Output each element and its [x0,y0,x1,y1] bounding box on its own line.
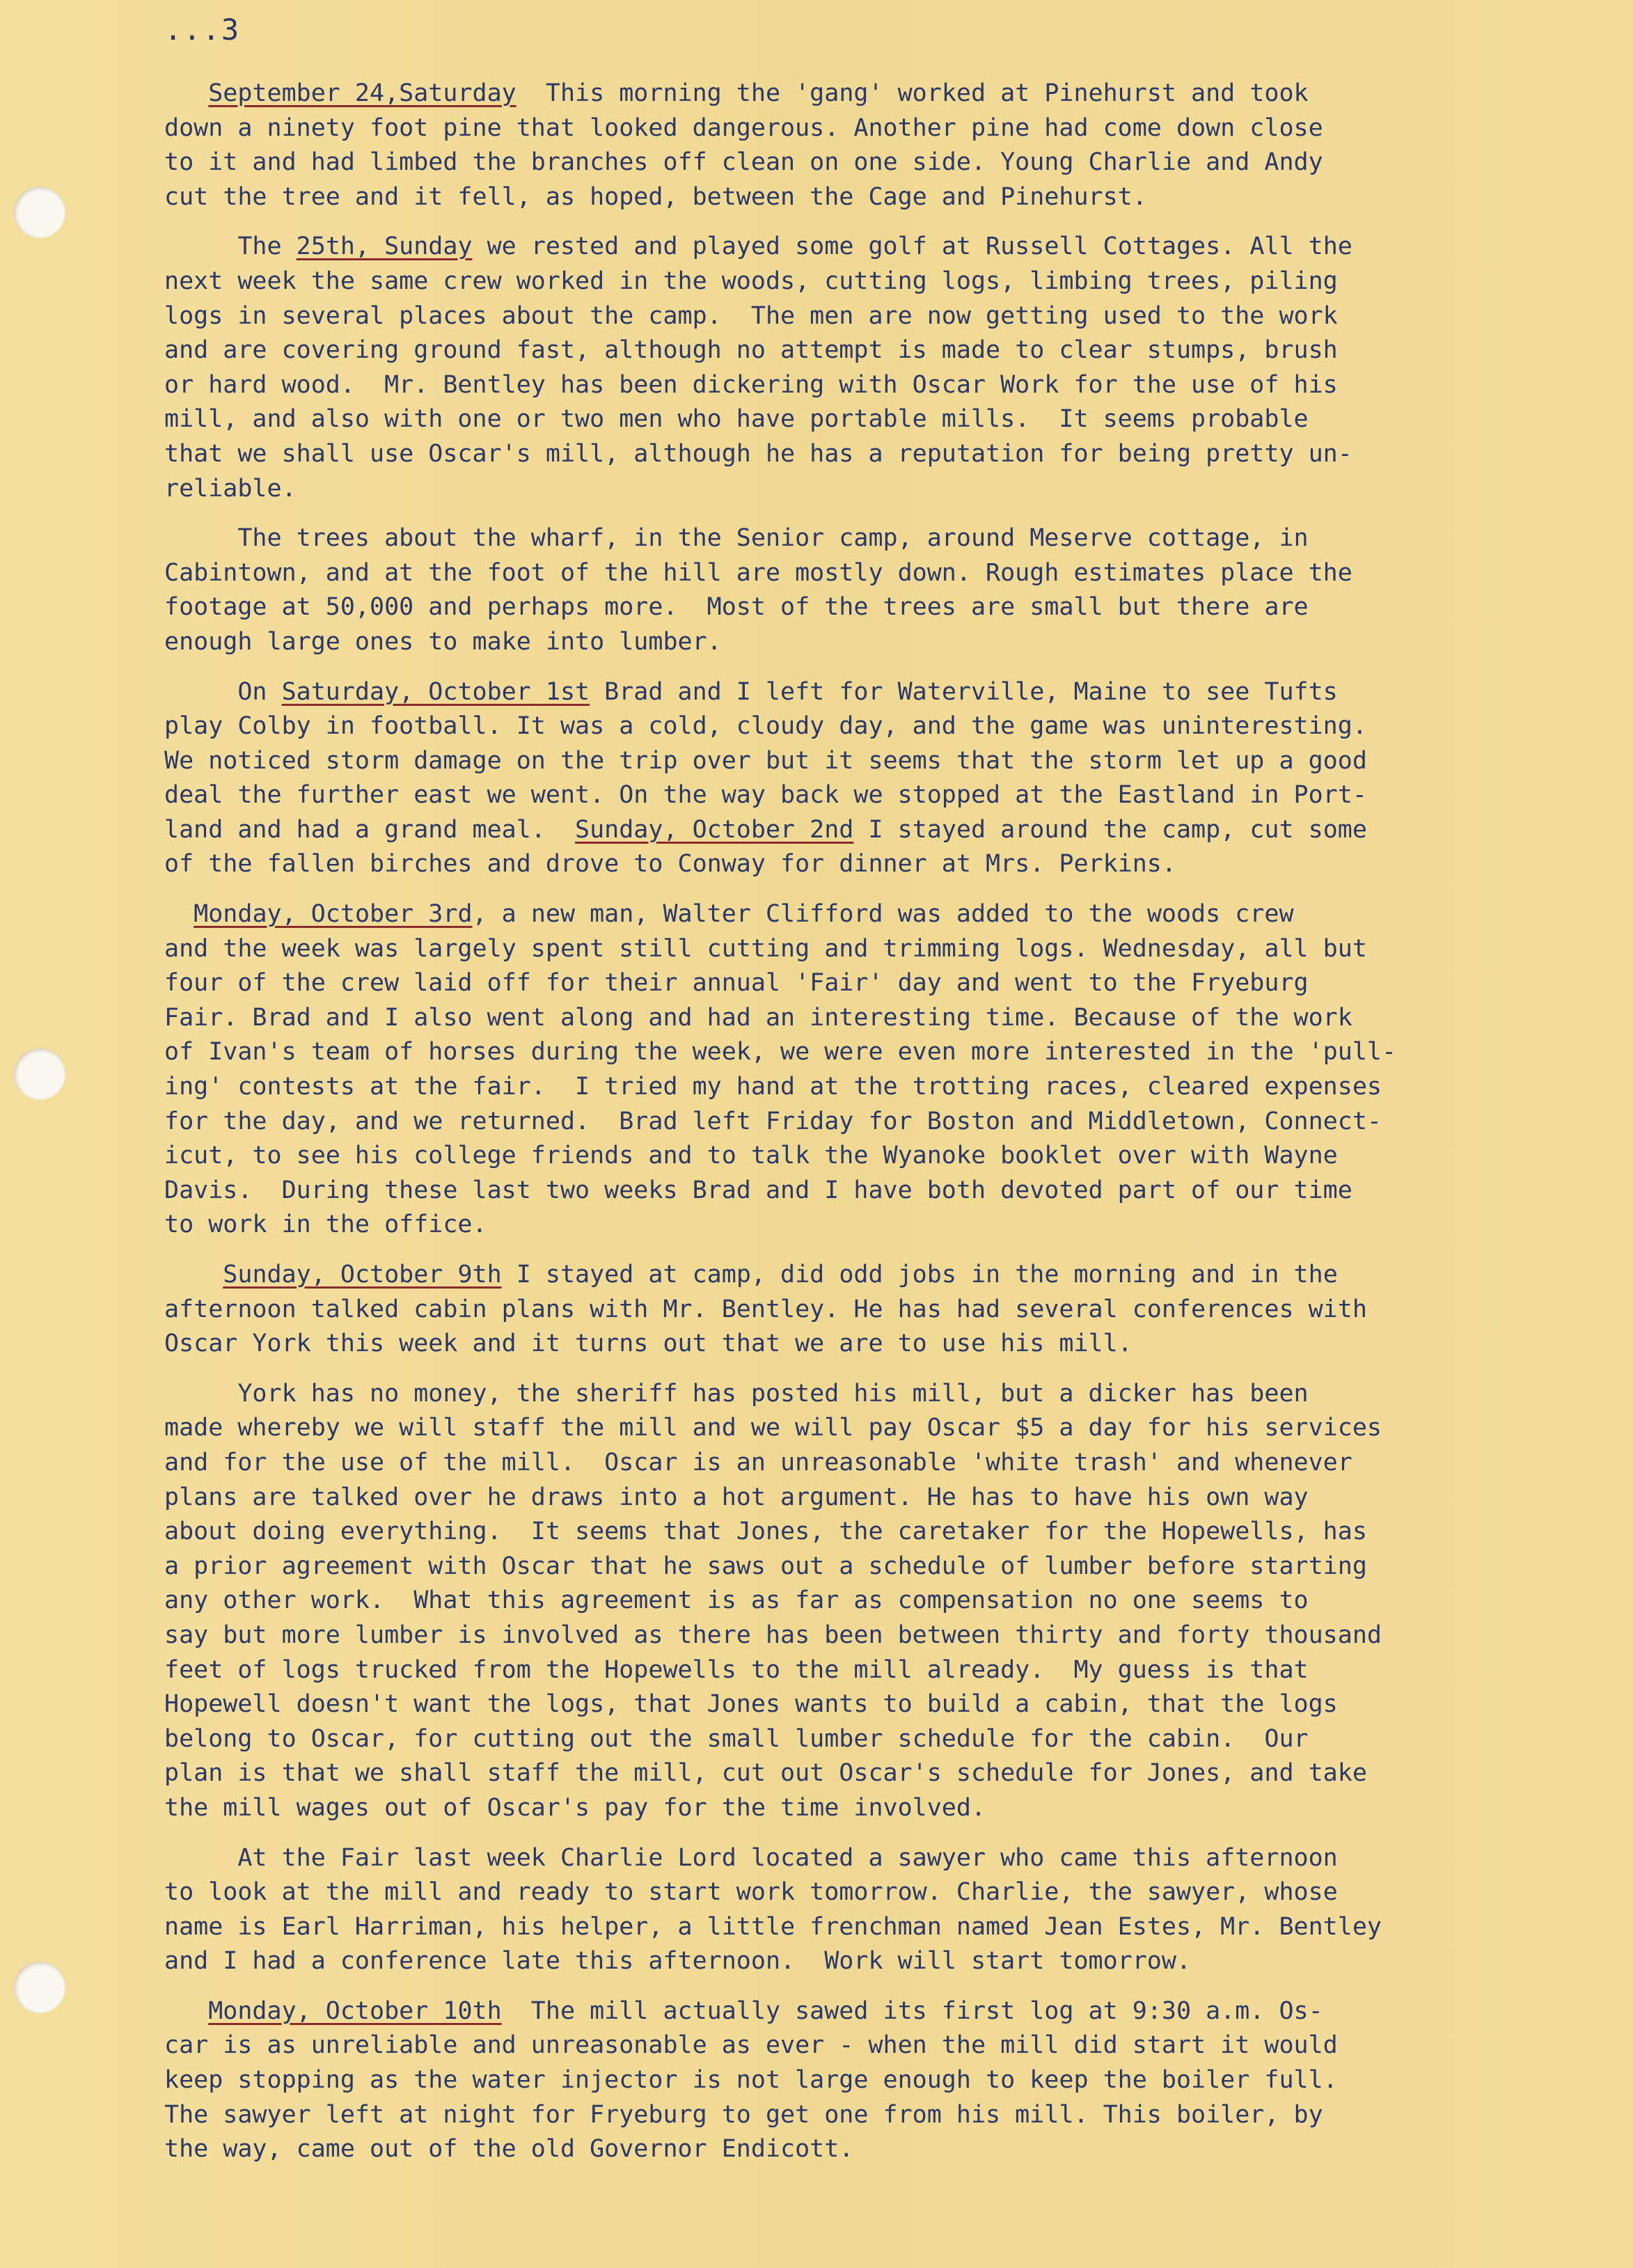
text-segment: keep stopping as the water injector is not large enough to keep the boiler full. [164,2066,1338,2095]
text-segment: car is as unreliable and unreasonable as ever - when the mill did start it would [164,2031,1338,2060]
text-segment: next week the same crew worked in the woods, cutting logs, limbing trees, piling [164,267,1338,295]
text-segment: to look at the mill and ready to start work tomorrow. Charlie, the sawyer, whose [164,1878,1338,1907]
paragraph [164,1258,1598,1362]
text-line [164,1001,1598,1036]
text-segment: I stayed around the camp, cut some [853,815,1367,844]
text-segment: a prior agreement with Oscar that he saws out a schedule of lumber before starting [164,1552,1367,1580]
text-line [164,625,1598,660]
text-segment: name is Earl Harriman, his helper, a little frenchman named Jean Estes, Mr. Bentley [164,1912,1382,1941]
page-number: ...3 [164,13,241,47]
text-line [164,1687,1598,1722]
text-segment: land and had a grand meal. [164,815,576,844]
text-line [164,709,1598,744]
text-segment: York has no money, the sheriff has posted his mill, but a dicker has been [164,1379,1309,1408]
text-line [164,111,1598,146]
text-segment: We noticed storm damage on the trip over but it seems that the storm let up a good [164,746,1367,775]
text-line [164,1293,1598,1328]
text-segment: the mill wages out of Oscar's pay for the time involved. [164,1793,986,1822]
text-line [164,2029,1598,2063]
text-segment: Brad and I left for Waterville, Maine to see Tufts [590,677,1338,706]
date-heading: Sunday, October 9th [223,1261,502,1289]
text-line [164,1258,1598,1293]
text-segment: cut the tree and it fell, as hoped, between the Cage and Pinehurst. [164,182,1147,211]
text-segment: The sawyer left at night for Fryeburg to get one from his mill. This boiler, by [164,2100,1323,2129]
text-segment: The [164,233,297,261]
text-segment: for the day, and we returned. Brad left Friday for Boston and Middletown, Connect- [164,1107,1382,1135]
text-segment: footage at 50,000 and perhaps more. Most of the trees are small but there are [164,593,1309,622]
text-segment: or hard wood. Mr. Bentley has been dickering with Oscar Work for the use of his [164,370,1338,399]
text-segment: deal the further east we went. On the way back we stopped at the Eastland in Port- [164,781,1367,810]
text-segment: down a ninety foot pine that looked dangerous. Another pine had come down close [164,113,1323,142]
text-segment: feet of logs trucked from the Hopewells to the mill already. My guess is that [164,1655,1309,1684]
text-line [164,1070,1598,1105]
text-line [164,1515,1598,1550]
text-line [164,299,1598,334]
paragraph [164,521,1598,659]
text-segment: four of the crew laid off for their annual 'Fair' day and went to the Fryeburg [164,969,1309,998]
text-segment: Cabintown, and at the foot of the hill are mostly down. Rough estimates place the [164,558,1352,587]
date-heading: Saturday, October 1st [281,677,590,706]
text-line [164,2132,1598,2167]
date-heading: Monday, October 3rd [194,900,473,929]
text-segment: of Ivan's team of horses during the week, we were even more interested in the 'pull- [164,1038,1397,1066]
paragraph [164,897,1598,1243]
text-segment: plans are talked over he draws into a hot argument. He has to have his own way [164,1483,1309,1511]
text-line [164,230,1598,265]
text-line [164,402,1598,437]
text-line [164,1446,1598,1481]
text-segment: I stayed at camp, did odd jobs in the morning and in the [501,1261,1338,1289]
text-segment: belong to Oscar, for cutting out the small lumber schedule for the cabin. Our [164,1724,1309,1753]
text-segment: and for the use of the mill. Oscar is an unreasonable 'white trash' and whenever [164,1448,1352,1476]
text-line [164,472,1598,507]
text-line [164,1619,1598,1653]
paragraph [164,1841,1598,1979]
text-line [164,2098,1598,2133]
text-segment: Oscar York this week and it turns out that we are to use his mill. [164,1330,1133,1358]
text-segment: that we shall use Oscar's mill, although he has a reputation for being pretty un- [164,439,1352,468]
text-segment [164,1997,208,2025]
paragraph [164,1377,1598,1826]
text-segment: , a new man, Walter Clifford was added to the woods crew [472,900,1294,929]
paragraph [164,1994,1598,2167]
text-segment: On [164,677,282,706]
text-line [164,744,1598,779]
text-line [164,265,1598,299]
text-line [164,1035,1598,1070]
text-segment: play Colby in football. It was a cold, cloudy day, and the game was uninteresting. [164,712,1367,741]
text-segment [164,79,208,107]
text-segment: At the Fair last week Charlie Lord located a sawyer who came this afternoon [164,1843,1338,1872]
date-heading: Monday, October 10th [208,1997,502,2025]
text-line [164,1841,1598,1876]
text-segment: and are covering ground fast, although no attempt is made to clear stumps, brush [164,336,1338,365]
text-segment: Fair. Brad and I also went along and had an interesting time. Because of the work [164,1003,1352,1032]
text-line [164,521,1598,556]
text-line [164,590,1598,625]
paragraph [164,77,1598,214]
text-segment: about doing everything. It seems that Jones, the caretaker for the Hopewells, has [164,1518,1367,1546]
text-line [164,77,1598,111]
text-line [164,1174,1598,1208]
text-line [164,1208,1598,1243]
text-segment: made whereby we will staff the mill and we will pay Oscar $5 a day for his services [164,1414,1382,1442]
text-segment: mill, and also with one or two men who have portable mills. It seems probable [164,405,1309,434]
text-segment: any other work. What this agreement is as far as compensation no one seems to [164,1586,1309,1615]
text-line [164,145,1598,180]
text-line [164,437,1598,472]
punch-hole-bottom [14,1962,65,2013]
text-segment: Hopewell doesn't want the logs, that Jones wants to build a cabin, that the logs [164,1690,1338,1719]
text-line [164,1791,1598,1826]
text-line [164,556,1598,591]
text-line [164,1139,1598,1174]
text-line [164,1756,1598,1791]
text-line [164,813,1598,848]
date-heading: September 24,Saturday [208,79,516,107]
text-line [164,1327,1598,1362]
text-line [164,1722,1598,1757]
text-line [164,180,1598,215]
text-line [164,778,1598,813]
text-segment: afternoon talked cabin plans with Mr. Bentley. He has had several conferences with [164,1295,1367,1323]
date-heading: 25th, Sunday [296,233,473,261]
text-line [164,1411,1598,1446]
text-segment: The trees about the wharf, in the Senior camp, around Meserve cottage, in [164,524,1309,553]
text-segment: ing' contests at the fair. I tried my hand at the trotting races, cleared expenses [164,1073,1382,1101]
text-segment: reliable. [164,474,297,503]
text-line [164,1481,1598,1515]
date-heading: Sunday, October 2nd [575,815,854,844]
text-line [164,675,1598,710]
text-segment: to it and had limbed the branches off clean on one side. Young Charlie and Andy [164,148,1323,177]
text-line [164,1105,1598,1140]
text-line [164,1910,1598,1945]
paragraph [164,675,1598,883]
text-line [164,897,1598,932]
text-line [164,1653,1598,1688]
text-line [164,847,1598,882]
text-segment: enough large ones to make into lumber. [164,627,722,656]
text-line [164,966,1598,1001]
text-line [164,368,1598,403]
text-segment: icut, to see his college friends and to talk the Wyanoke booklet over with Wayne [164,1142,1338,1170]
text-segment: and the week was largely spent still cutting and trimming logs. Wednesday, all but [164,934,1367,963]
text-segment: The mill actually sawed its first log at 9:30 a.m. Os- [501,1997,1323,2025]
text-segment [164,900,194,928]
text-segment [164,1261,223,1289]
text-line [164,932,1598,967]
punch-hole-middle [14,1048,65,1100]
text-line [164,1994,1598,2029]
text-segment: This morning the 'gang' worked at Pinehurst and took [516,79,1309,107]
text-segment: to work in the office. [164,1211,487,1239]
text-segment: of the fallen birches and drove to Conway for dinner at Mrs. Perkins. [164,850,1176,879]
text-line [164,2063,1598,2098]
text-line [164,1377,1598,1412]
text-segment: we rested and played some golf at Russell Cottages. All the [472,233,1352,261]
punch-hole-top [14,187,65,238]
text-segment: say but more lumber is involved as there has been between thirty and forty thousand [164,1621,1382,1649]
text-line [164,1550,1598,1584]
typed-text-body [164,77,1598,2182]
text-line [164,1875,1598,1910]
text-segment: plan is that we shall staff the mill, cut out Oscar's schedule for Jones, and take [164,1759,1367,1788]
text-segment: Davis. During these last two weeks Brad and I have both devoted part of our time [164,1176,1352,1204]
text-segment: the way, came out of the old Governor Endicott. [164,2135,854,2164]
text-line [164,333,1598,368]
text-segment: and I had a conference late this afternoon. Work will start tomorrow. [164,1947,1192,1976]
text-line [164,1584,1598,1619]
paragraph [164,230,1598,506]
text-line [164,1944,1598,1979]
text-segment: logs in several places about the camp. The men are now getting used to the work [164,301,1338,330]
